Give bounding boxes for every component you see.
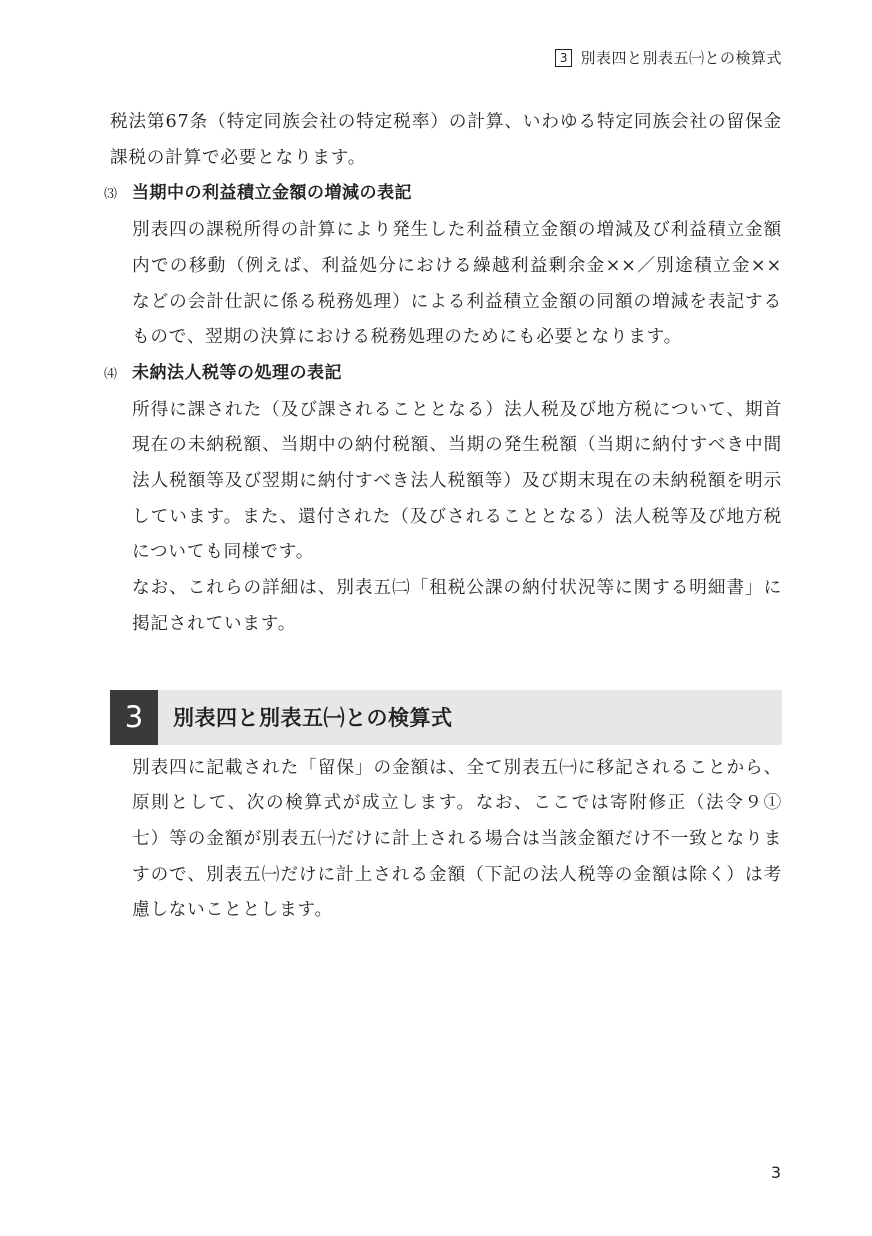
running-head-section-box: 3 bbox=[555, 49, 572, 67]
running-head bbox=[555, 47, 782, 68]
subheading-4-title: 未納法人税等の処理の表記 bbox=[132, 362, 342, 383]
subheading-4-number: ⑷ bbox=[104, 366, 118, 382]
section-body-paragraph: 別表四に記載された「留保」の金額は、全て別表五㈠に移記されることから、原則として、次の検算式が成立します。なお、ここでは寄附修正（法令９①七）等の金額が別表五㈠だけに計上される場合は当該金額だけ不一致となりますので、別表五㈠だけに計上される金額（下記の法人税等の金額は除く）は考慮しないこととします。 bbox=[132, 757, 782, 921]
section-heading bbox=[110, 690, 782, 745]
subheading-4 bbox=[104, 356, 782, 393]
subheading-3 bbox=[104, 176, 782, 213]
paragraph-continued: 税法第67条（特定同族会社の特定税率）の計算、いわゆる特定同族会社の留保金課税の計算で必要となります。 bbox=[110, 112, 782, 168]
section-number: 3 bbox=[110, 690, 158, 745]
page-number: 3 bbox=[770, 1163, 781, 1182]
subheading-3-number: ⑶ bbox=[104, 187, 118, 203]
paragraph-details-note: なお、これらの詳細は、別表五㈡「租税公課の納付状況等に関する明細書」に掲記されています。 bbox=[132, 578, 782, 634]
section-title: 別表四と別表五㈠との検算式 bbox=[173, 706, 453, 731]
running-head-title: 別表四と別表五㈠との検算式 bbox=[580, 49, 782, 67]
page-content bbox=[104, 105, 782, 929]
paragraph-retained-earnings: 別表四の課税所得の計算により発生した利益積立金額の増減及び利益積立金額内での移動（例えば、利益処分における繰越利益剰余金××／別途積立金××などの会計仕訳に係る税務処理）による利益積立金額の同額の増減を表記するもので、翌期の決算における税務処理のためにも必要となります。 bbox=[132, 220, 782, 348]
subheading-3-title: 当期中の利益積立金額の増減の表記 bbox=[132, 183, 412, 204]
paragraph-unpaid-taxes: 所得に課された（及び課されることとなる）法人税及び地方税について、期首現在の未納税額、当期中の納付税額、当期の発生税額（当期に納付すべき中間法人税額等及び翌期に納付すべき法人税額等）及び期末現在の未納税額を明示しています。また、還付された（及びされることとなる）法人税等及び地方税についても同様です。 bbox=[132, 399, 782, 563]
